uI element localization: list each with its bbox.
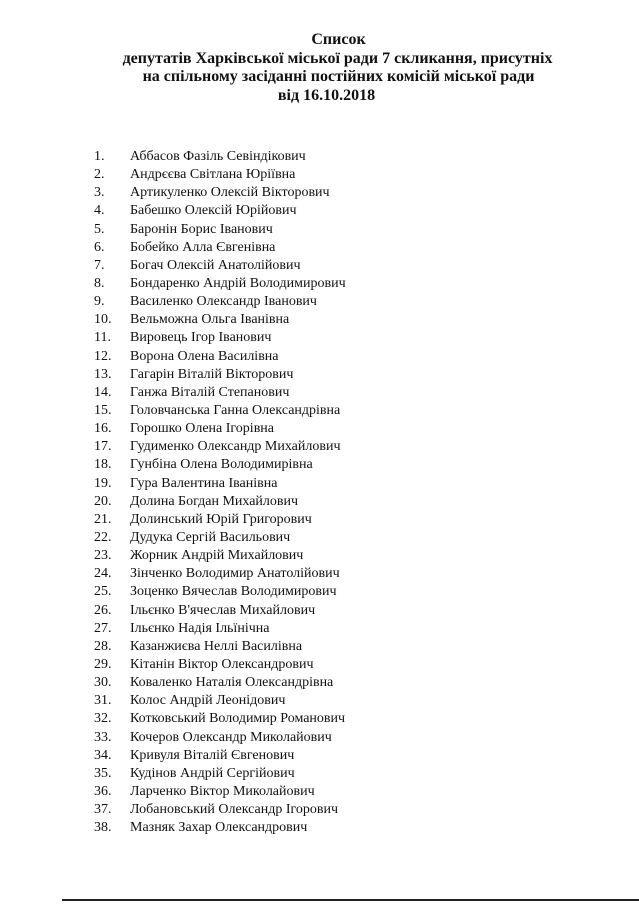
deputy-name: Дудука Сергій Васильович	[130, 529, 291, 545]
deputy-name: Вировець Ігор Іванович	[130, 330, 272, 346]
list-item	[94, 674, 346, 692]
list-item-number: 36.	[94, 783, 112, 799]
list-item-number: 15.	[94, 402, 112, 418]
deputy-name: Аббасов Фазіль Севіндікович	[130, 149, 306, 164]
list-item	[94, 638, 346, 656]
deputy-name: Мазняк Захар Олександрович	[130, 820, 308, 836]
document-subtitle-line-2: на спільному засіданні постійних комісій міської ради	[142, 68, 535, 85]
list-item-number: 26.	[94, 602, 112, 618]
list-item-number: 12.	[94, 348, 112, 364]
list-item	[94, 493, 346, 511]
list-item-number: 24.	[94, 566, 112, 582]
deputy-name: Кривуля Віталій Євгенович	[130, 747, 295, 763]
deputy-name: Ларченко Віктор Миколайович	[130, 783, 315, 799]
list-item	[94, 384, 346, 402]
list-item-number: 17.	[94, 439, 112, 455]
list-item	[94, 148, 346, 166]
deputy-name: Жорник Андрій Михайлович	[130, 548, 304, 564]
list-item	[94, 511, 346, 529]
deputy-name: Ільєнко В'ячеслав Михайлович	[130, 602, 316, 618]
list-item-number: 20.	[94, 493, 112, 509]
list-item-number: 3.	[94, 185, 105, 201]
deputy-name: Бобейко Алла Євгенівна	[130, 239, 276, 255]
list-item	[94, 438, 346, 456]
deputy-name: Коваленко Наталія Олександрівна	[130, 675, 334, 691]
list-item	[94, 420, 346, 438]
list-item	[94, 366, 346, 384]
list-item	[94, 710, 346, 728]
list-item-number: 5.	[94, 221, 105, 237]
deputy-name: Гудименко Олександр Михайлович	[130, 439, 341, 455]
list-item-number: 16.	[94, 421, 112, 437]
deputy-name: Долина Богдан Михайлович	[130, 493, 299, 509]
document-header	[0, 31, 639, 105]
list-item-number: 7.	[94, 257, 105, 273]
deputy-name: Ільєнко Надія Ільїнічна	[130, 620, 270, 636]
deputy-name: Баронін Борис Іванович	[130, 221, 273, 237]
list-item-number: 6.	[94, 239, 105, 255]
list-item-number: 28.	[94, 638, 112, 654]
list-item-number: 31.	[94, 693, 112, 709]
deputies-list	[94, 148, 346, 837]
list-item	[94, 565, 346, 583]
list-item-number: 35.	[94, 765, 112, 781]
page-bottom-border	[62, 899, 639, 901]
deputy-name: Кочеров Олександр Миколайович	[130, 729, 332, 745]
deputy-name: Вельможна Ольга Іванівна	[130, 312, 290, 328]
list-item	[94, 184, 346, 202]
list-item-number: 22.	[94, 529, 112, 545]
deputy-name: Ворона Олена Василівна	[130, 348, 279, 364]
list-item-number: 13.	[94, 366, 112, 382]
deputy-name: Артикуленко Олексій Вікторович	[130, 185, 330, 201]
list-item-number: 8.	[94, 275, 105, 291]
list-item	[94, 692, 346, 710]
document-title: Список	[311, 31, 366, 48]
deputy-name: Ганжа Віталій Степанович	[130, 384, 290, 400]
deputy-name: Бондаренко Андрій Володимирович	[130, 275, 346, 291]
list-item	[94, 765, 346, 783]
list-item-number: 23.	[94, 548, 112, 564]
list-item	[94, 311, 346, 329]
list-item	[94, 293, 346, 311]
list-item	[94, 819, 346, 837]
list-item-number: 37.	[94, 802, 112, 818]
list-item	[94, 329, 346, 347]
list-item	[94, 257, 346, 275]
list-item-number: 29.	[94, 656, 112, 672]
deputy-name: Богач Олексій Анатолійович	[130, 257, 301, 273]
list-item-number: 9.	[94, 294, 105, 310]
deputy-name: Гура Валентина Іванівна	[130, 475, 278, 491]
list-item	[94, 475, 346, 493]
list-item-number: 32.	[94, 711, 112, 727]
document-subtitle-line-1: депутатів Харківської міської ради 7 скликання, присутніх	[122, 49, 553, 67]
list-item	[94, 620, 346, 638]
deputy-name: Бабешко Олексій Юрійович	[130, 203, 297, 219]
list-item	[94, 275, 346, 293]
deputy-name: Василенко Олександр Іванович	[130, 294, 317, 310]
list-item	[94, 729, 346, 747]
deputy-name: Лобановський Олександр Ігорович	[130, 802, 339, 818]
deputy-name: Гунбіна Олена Володимирівна	[130, 457, 313, 473]
list-item-number: 4.	[94, 203, 105, 219]
list-item	[94, 348, 346, 366]
list-item-number: 34.	[94, 747, 112, 763]
list-item-number: 10.	[94, 312, 112, 328]
list-item	[94, 656, 346, 674]
list-item	[94, 547, 346, 565]
list-item	[94, 166, 346, 184]
list-item-number: 30.	[94, 675, 112, 691]
list-item	[94, 202, 346, 220]
deputy-name: Кудінов Андрій Сергійович	[130, 765, 295, 781]
list-item	[94, 801, 346, 819]
deputy-name: Андрєєва Світлана Юріївна	[130, 167, 296, 183]
deputy-name: Зоценко Вячеслав Володимирович	[130, 584, 337, 600]
list-item-number: 21.	[94, 511, 112, 527]
list-item-number: 25.	[94, 584, 112, 600]
list-item-number: 2.	[94, 167, 105, 183]
deputy-name: Горошко Олена Ігорівна	[130, 421, 275, 437]
list-item	[94, 747, 346, 765]
list-item-number: 18.	[94, 457, 112, 473]
list-item	[94, 529, 346, 547]
list-item	[94, 602, 346, 620]
list-item-number: 14.	[94, 384, 112, 400]
list-item-number: 33.	[94, 729, 112, 745]
list-item	[94, 239, 346, 257]
document-date-line: від 16.10.2018	[277, 86, 376, 104]
deputy-name: Головчанська Ганна Олександрівна	[130, 402, 341, 418]
list-item	[94, 583, 346, 601]
deputy-name: Кітанін Віктор Олександрович	[130, 656, 314, 672]
deputy-name: Казанжиєва Неллі Василівна	[130, 638, 303, 654]
list-item	[94, 402, 346, 420]
deputy-name: Долинський Юрій Григорович	[130, 511, 312, 527]
list-item-number: 11.	[94, 330, 111, 346]
list-item	[94, 783, 346, 801]
deputy-name: Зінченко Володимир Анатолійович	[130, 566, 340, 582]
list-item-number: 19.	[94, 475, 112, 491]
list-item-number: 27.	[94, 620, 112, 636]
list-item-number: 38.	[94, 820, 112, 836]
deputy-name: Гагарін Віталій Вікторович	[130, 366, 294, 382]
list-item	[94, 456, 346, 474]
list-item	[94, 221, 346, 239]
deputy-name: Котковський Володимир Романович	[130, 711, 346, 727]
deputy-name: Колос Андрій Леонідович	[130, 693, 286, 709]
list-item-number: 1.	[94, 149, 105, 164]
